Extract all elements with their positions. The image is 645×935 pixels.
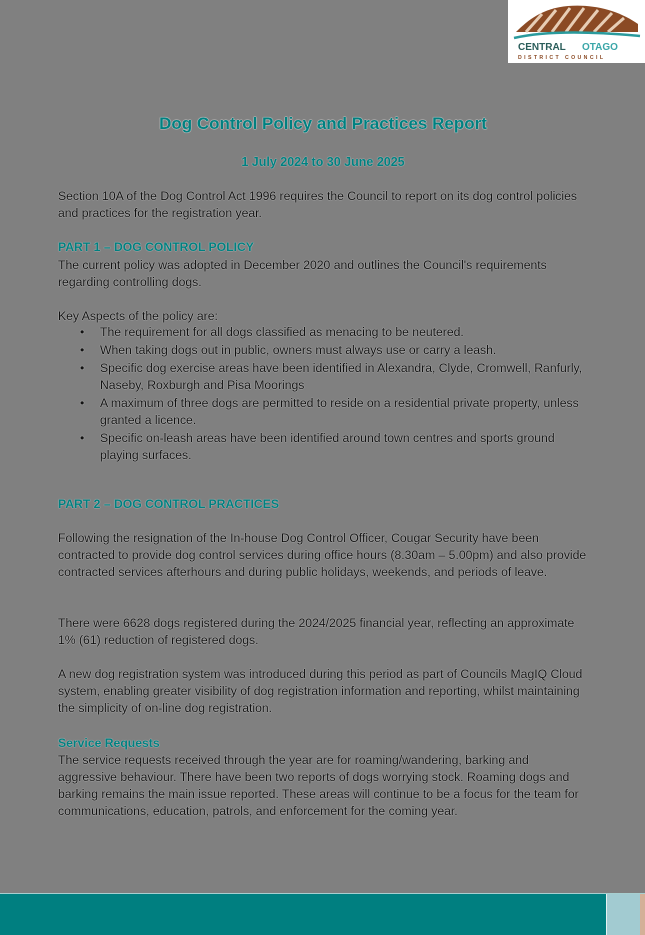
svg-text:DISTRICT COUNCIL: DISTRICT COUNCIL	[518, 55, 606, 61]
svg-text:CENTRAL: CENTRAL	[518, 42, 566, 53]
part2-paragraph-1: Following the resignation of the In-house Dog Control Officer, Cougar Security have been contracted to provide dog control services during office hours (8.30am – 5.00pm) and also provide contracted services afterhours and during public holidays, weekends, and periods of leave.	[58, 531, 587, 579]
mountains-logo-icon	[508, 0, 645, 63]
bullet-icon: •	[80, 361, 85, 375]
footer-accent-light-blue	[606, 894, 641, 935]
council-logo	[508, 0, 645, 63]
part1-heading: PART 1 – DOG CONTROL POLICY	[58, 240, 254, 254]
list-item: • When taking dogs out in public, owners must always use or carry a leash.	[80, 343, 497, 357]
bullet-icon: •	[80, 343, 85, 357]
part1-paragraph: The current policy was adopted in December 2020 and outlines the Council's requirements regarding controlling dogs.	[58, 258, 547, 289]
part2-paragraph-2: There were 6628 dogs registered during the 2024/2025 financial year, reflecting an approximate 1% (61) reduction of registered dogs.	[58, 616, 575, 647]
footer-bar	[0, 893, 645, 935]
key-aspects-label: Key Aspects of the policy are:	[58, 309, 218, 323]
bullet-icon: •	[80, 396, 85, 410]
footer-accent-tan	[640, 894, 645, 935]
bullet-icon: •	[80, 431, 85, 445]
page-title: Dog Control Policy and Practices Report	[159, 114, 487, 133]
bullet-icon: •	[80, 325, 85, 339]
service-requests-paragraph: The service requests received through the year are for roaming/wandering, barking and aggressive behaviour. There have been two reports of dogs worrying stock. Roaming dogs and barking remains the main issue reported. These areas will continue to be a focus for the team for communications, education, patrols, and enforcement for the coming year.	[58, 753, 579, 818]
list-item: • A maximum of three dogs are permitted to reside on a residential private property, unless granted a licence.	[80, 396, 579, 427]
policy-bullet-list	[58, 324, 588, 465]
part2-heading: PART 2 – DOG CONTROL PRACTICES	[58, 497, 279, 511]
service-requests-heading: Service Requests	[58, 736, 160, 750]
list-item: • Specific on-leash areas have been identified around town centres and sports ground playing surfaces.	[80, 431, 555, 462]
intro-paragraph: Section 10A of the Dog Control Act 1996 requires the Council to report on its dog control policies and practices for the registration year.	[58, 189, 577, 220]
report-period: 1 July 2024 to 30 June 2025	[241, 155, 405, 169]
svg-text:OTAGO: OTAGO	[582, 42, 618, 53]
part2-paragraph-3: A new dog registration system was introduced during this period as part of Councils MagIQ Cloud system, enabling greater visibility of dog registration information and reporting, whilst maintaining the simplicity of on-line dog registration.	[58, 667, 583, 715]
list-item: • Specific dog exercise areas have been identified in Alexandra, Clyde, Cromwell, Ranfurly, Naseby, Roxburgh and Pisa Moorings	[80, 361, 583, 392]
list-item: • The requirement for all dogs classified as menacing to be neutered.	[80, 325, 464, 339]
